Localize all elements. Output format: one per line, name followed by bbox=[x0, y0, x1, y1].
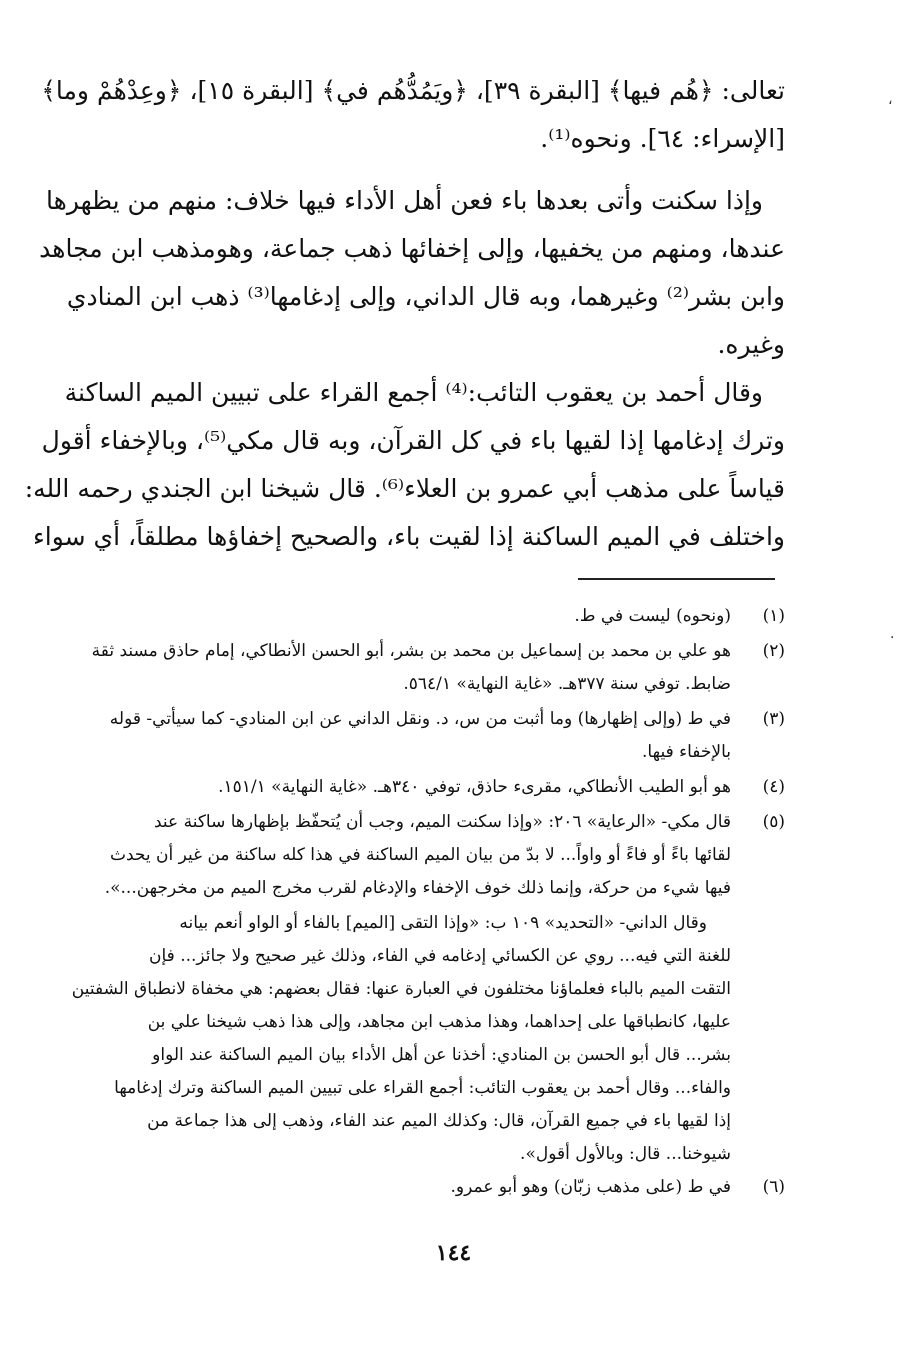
footnote-line: بشر... قال أبو الحسن بن المنادي: أخذنا عن أهل الأداء بيان الميم الساكنة عند الواو bbox=[152, 1045, 731, 1065]
margin-mark: ، bbox=[888, 92, 893, 108]
footnote-line: في ط (وإلى إظهارها) وما أثبت من س، د. ونقل الداني عن ابن المنادي- كما سيأتي- قوله bbox=[109, 709, 731, 729]
footnote-line: إذا لقيها باء في جميع القرآن، قال: وكذلك الميم عند الفاء، وذهب إلى هذا جماعة من bbox=[147, 1111, 731, 1131]
main-line: وترك إدغامها إذا لقيها باء في كل القرآن، وبه قال مكي⁽⁵⁾، وبالإخفاء أقول bbox=[41, 426, 785, 455]
main-line: قياساً على مذهب أبي عمرو بن العلاء⁽⁶⁾. قال شيخنا ابن الجندي رحمه الله: bbox=[24, 474, 785, 503]
footnote-line: لقائها باءً أو فاءً أو واواً... لا بدّ من بيان الميم الساكنة في هذا كله ساكنة من غير أن يحدث bbox=[110, 845, 731, 865]
footnote-separator bbox=[578, 578, 775, 580]
footnote-line: فيها شيء من حركة، وإنما ذلك خوف الإخفاء والإدغام لقرب مخرج الميم من مخرجهن...». bbox=[104, 878, 731, 898]
footnote-line: ضابط. توفي سنة ٣٧٧هـ. «غاية النهاية» ٥٦٤/١. bbox=[403, 674, 731, 694]
footnote bbox=[65, 771, 785, 804]
footnote-line: في ط (على مذهب زبّان) وهو أبو عمرو. bbox=[450, 1177, 731, 1197]
footnote-line: قال مكي- «الرعاية» ٢٠٦: «وإذا سكنت الميم، وجب أن يُتحفّظ بإظهارها ساكنة عند bbox=[153, 812, 731, 832]
footnote-number: (٣) bbox=[762, 709, 785, 729]
footnotes bbox=[65, 600, 785, 1206]
margin-mark: · bbox=[890, 630, 895, 646]
footnote-number: (٤) bbox=[762, 777, 785, 797]
footnote-line: شيوخنا... قال: وبالأول أقول». bbox=[520, 1144, 731, 1164]
main-line: عندها، ومنهم من يخفيها، وإلى إخفائها ذهب جماعة، وهومذهب ابن مجاهد bbox=[39, 234, 785, 263]
footnote-line: وقال الداني- «التحديد» ١٠٩ ب: «وإذا التقى [الميم] بالفاء أو الواو أنعم بيانه bbox=[179, 913, 707, 933]
footnote-line: والفاء... وقال أحمد بن يعقوب التائب: أجمع القراء على تبيين الميم الساكنة وترك إدغامها bbox=[114, 1078, 731, 1098]
footnote-line: (ونحوه) ليست في ط. bbox=[574, 606, 731, 626]
footnote-number: (٦) bbox=[762, 1177, 785, 1197]
main-text bbox=[24, 72, 785, 566]
main-line: وقال أحمد بن يعقوب التائب:⁽⁴⁾ أجمع القراء على تبيين الميم الساكنة bbox=[64, 378, 763, 407]
footnote bbox=[65, 806, 785, 905]
main-line: [الإسراء: ٦٤]. ونحوه⁽¹⁾. bbox=[540, 124, 785, 153]
main-line: وإذا سكنت وأتى بعدها باء فعن أهل الأداء فيها خلاف: منهم من يظهرها bbox=[46, 186, 763, 215]
footnote-line: بالإخفاء فيها. bbox=[642, 742, 731, 762]
footnote-line: للغنة التي فيه... روي عن الكسائي إدغامه في الفاء، وذلك غير صحيح ولا جائز... فإن bbox=[149, 946, 731, 966]
footnote-line: عليها، كانطباقها على إحداهما، وهذا مذهب ابن مجاهد، وإلى هذا ذهب شيخنا علي بن bbox=[147, 1012, 731, 1032]
footnote-line: التقت الميم بالباء فعلماؤنا مختلفون في العبارة عنها: فقال بعضهم: هي مخفاة لانطباق الشفتين bbox=[71, 979, 731, 999]
main-line: وابن بشر⁽²⁾ وغيرهما، وبه قال الداني، وإلى إدغامها⁽³⁾ ذهب ابن المنادي bbox=[66, 282, 785, 311]
footnote-number: (٢) bbox=[762, 641, 785, 661]
footnote-line: هو أبو الطيب الأنطاكي، مقرىء حاذق، توفي ٣٤٠هـ. «غاية النهاية» ١٥١/١. bbox=[218, 777, 731, 797]
footnote bbox=[65, 1171, 785, 1204]
footnote bbox=[65, 703, 785, 769]
page-number: ١٤٤ bbox=[435, 1240, 472, 1266]
main-line: وغيره. bbox=[717, 330, 785, 359]
main-line: تعالى: ﴿هُم فيها﴾ [البقرة ٣٩]، ﴿ويَمُدُّهُم في﴾ [البقرة ١٥]، ﴿وعِدْهُمْ وما﴾ bbox=[41, 76, 785, 105]
footnote-line: هو علي بن محمد بن إسماعيل بن محمد بن بشر، أبو الحسن الأنطاكي، إمام حاذق مسند ثقة bbox=[91, 641, 731, 661]
footnote-continuation bbox=[65, 907, 785, 1171]
main-line: واختلف في الميم الساكنة إذا لقيت باء، والصحيح إخفاؤها مطلقاً، أي سواء bbox=[33, 522, 785, 551]
footnote bbox=[65, 600, 785, 633]
footnote-number: (١) bbox=[762, 606, 785, 626]
footnote-number: (٥) bbox=[762, 812, 785, 832]
footnote bbox=[65, 635, 785, 701]
